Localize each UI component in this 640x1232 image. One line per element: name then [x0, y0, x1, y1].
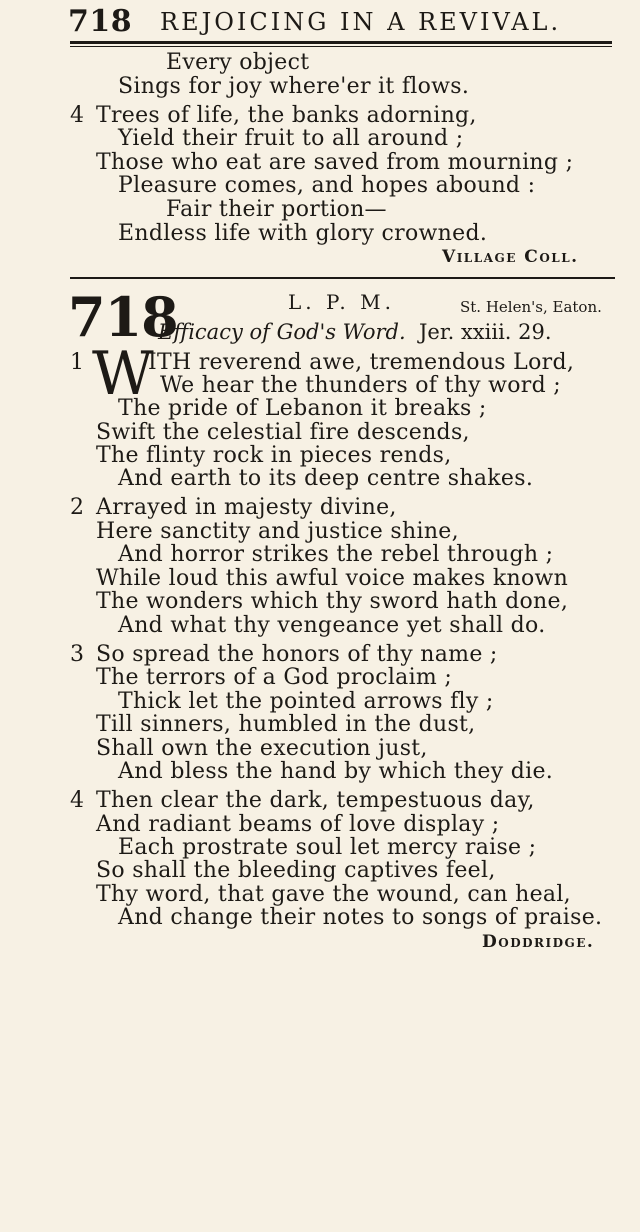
hymn-meter: L. P. M. — [288, 290, 395, 314]
prev-line: Trees of life, the banks adorning, — [96, 103, 477, 128]
verse-number: 4 — [70, 788, 84, 813]
verse-line: Arrayed in majesty divine, — [96, 495, 397, 520]
prev-line: Endless life with glory crowned. — [118, 221, 488, 246]
hymn-title: Efficacy of God's Word. — [158, 320, 406, 344]
verse-line: And what thy vengeance yet shall do. — [118, 613, 546, 638]
verse-line: The terrors of a God proclaim ; — [96, 665, 453, 690]
verse-line: Thick let the pointed arrows fly ; — [118, 689, 494, 714]
prev-line: Sings for joy where'er it flows. — [118, 74, 470, 99]
verse-number: 4 — [70, 103, 84, 128]
hymn-tune: St. Helen's, Eaton. — [460, 298, 602, 316]
prev-line: Every object — [166, 50, 310, 75]
verse-line: Swift the celestial fire descends, — [96, 420, 470, 445]
verse-line: Each prostrate soul let mercy raise ; — [118, 835, 537, 860]
verse-line: So shall the bleeding captives feel, — [96, 858, 496, 883]
scripture-reference: Jer. xxiii. 29. — [419, 320, 552, 344]
verse-line: While loud this awful voice makes known — [96, 566, 569, 591]
verse-line: The flinty rock in pieces rends, — [96, 443, 452, 468]
header-rule — [70, 41, 612, 44]
verse-line: And change their notes to songs of praise. — [118, 905, 603, 930]
verse-line: Shall own the execution just, — [96, 736, 428, 761]
prev-line: Pleasure comes, and hopes abound : — [118, 173, 536, 198]
prev-line: Those who eat are saved from mourning ; — [96, 150, 574, 175]
verse-number: 1 — [70, 350, 84, 375]
verse-line: Then clear the dark, tempestuous day, — [96, 788, 535, 813]
verse-line: And radiant beams of love display ; — [96, 812, 500, 837]
verse-number: 2 — [70, 495, 84, 520]
prev-author: Village Coll. — [442, 247, 579, 267]
verse-number: 3 — [70, 642, 84, 667]
verse-line: The pride of Lebanon it breaks ; — [118, 396, 487, 421]
page-number: 718 — [68, 4, 133, 39]
prev-line: Fair their portion— — [166, 197, 387, 222]
prev-line: Yield their fruit to all around ; — [118, 126, 464, 151]
section-rule — [70, 277, 615, 279]
verse-line: Till sinners, humbled in the dust, — [96, 712, 476, 737]
verse-line: And earth to its deep centre shakes. — [118, 466, 534, 491]
hymn-author: Doddridge. — [482, 932, 595, 952]
drop-cap: W — [92, 339, 154, 409]
hymn-subtitle — [158, 320, 552, 344]
verse-line: Here sanctity and justice shine, — [96, 519, 459, 544]
verse-line: Thy word, that gave the wound, can heal, — [96, 882, 571, 907]
hymn-number: 718 — [68, 285, 178, 349]
verse-line: ITH reverend awe, tremendous Lord, — [148, 350, 575, 375]
header-rule-thin — [70, 46, 612, 47]
verse-line: And bless the hand by which they die. — [118, 759, 554, 784]
running-title: REJOICING IN A REVIVAL. — [160, 8, 562, 36]
verse-line: So spread the honors of thy name ; — [96, 642, 498, 667]
verse-line: We hear the thunders of thy word ; — [160, 373, 562, 398]
verse-line: The wonders which thy sword hath done, — [96, 589, 569, 614]
verse-line: And horror strikes the rebel through ; — [118, 542, 554, 567]
